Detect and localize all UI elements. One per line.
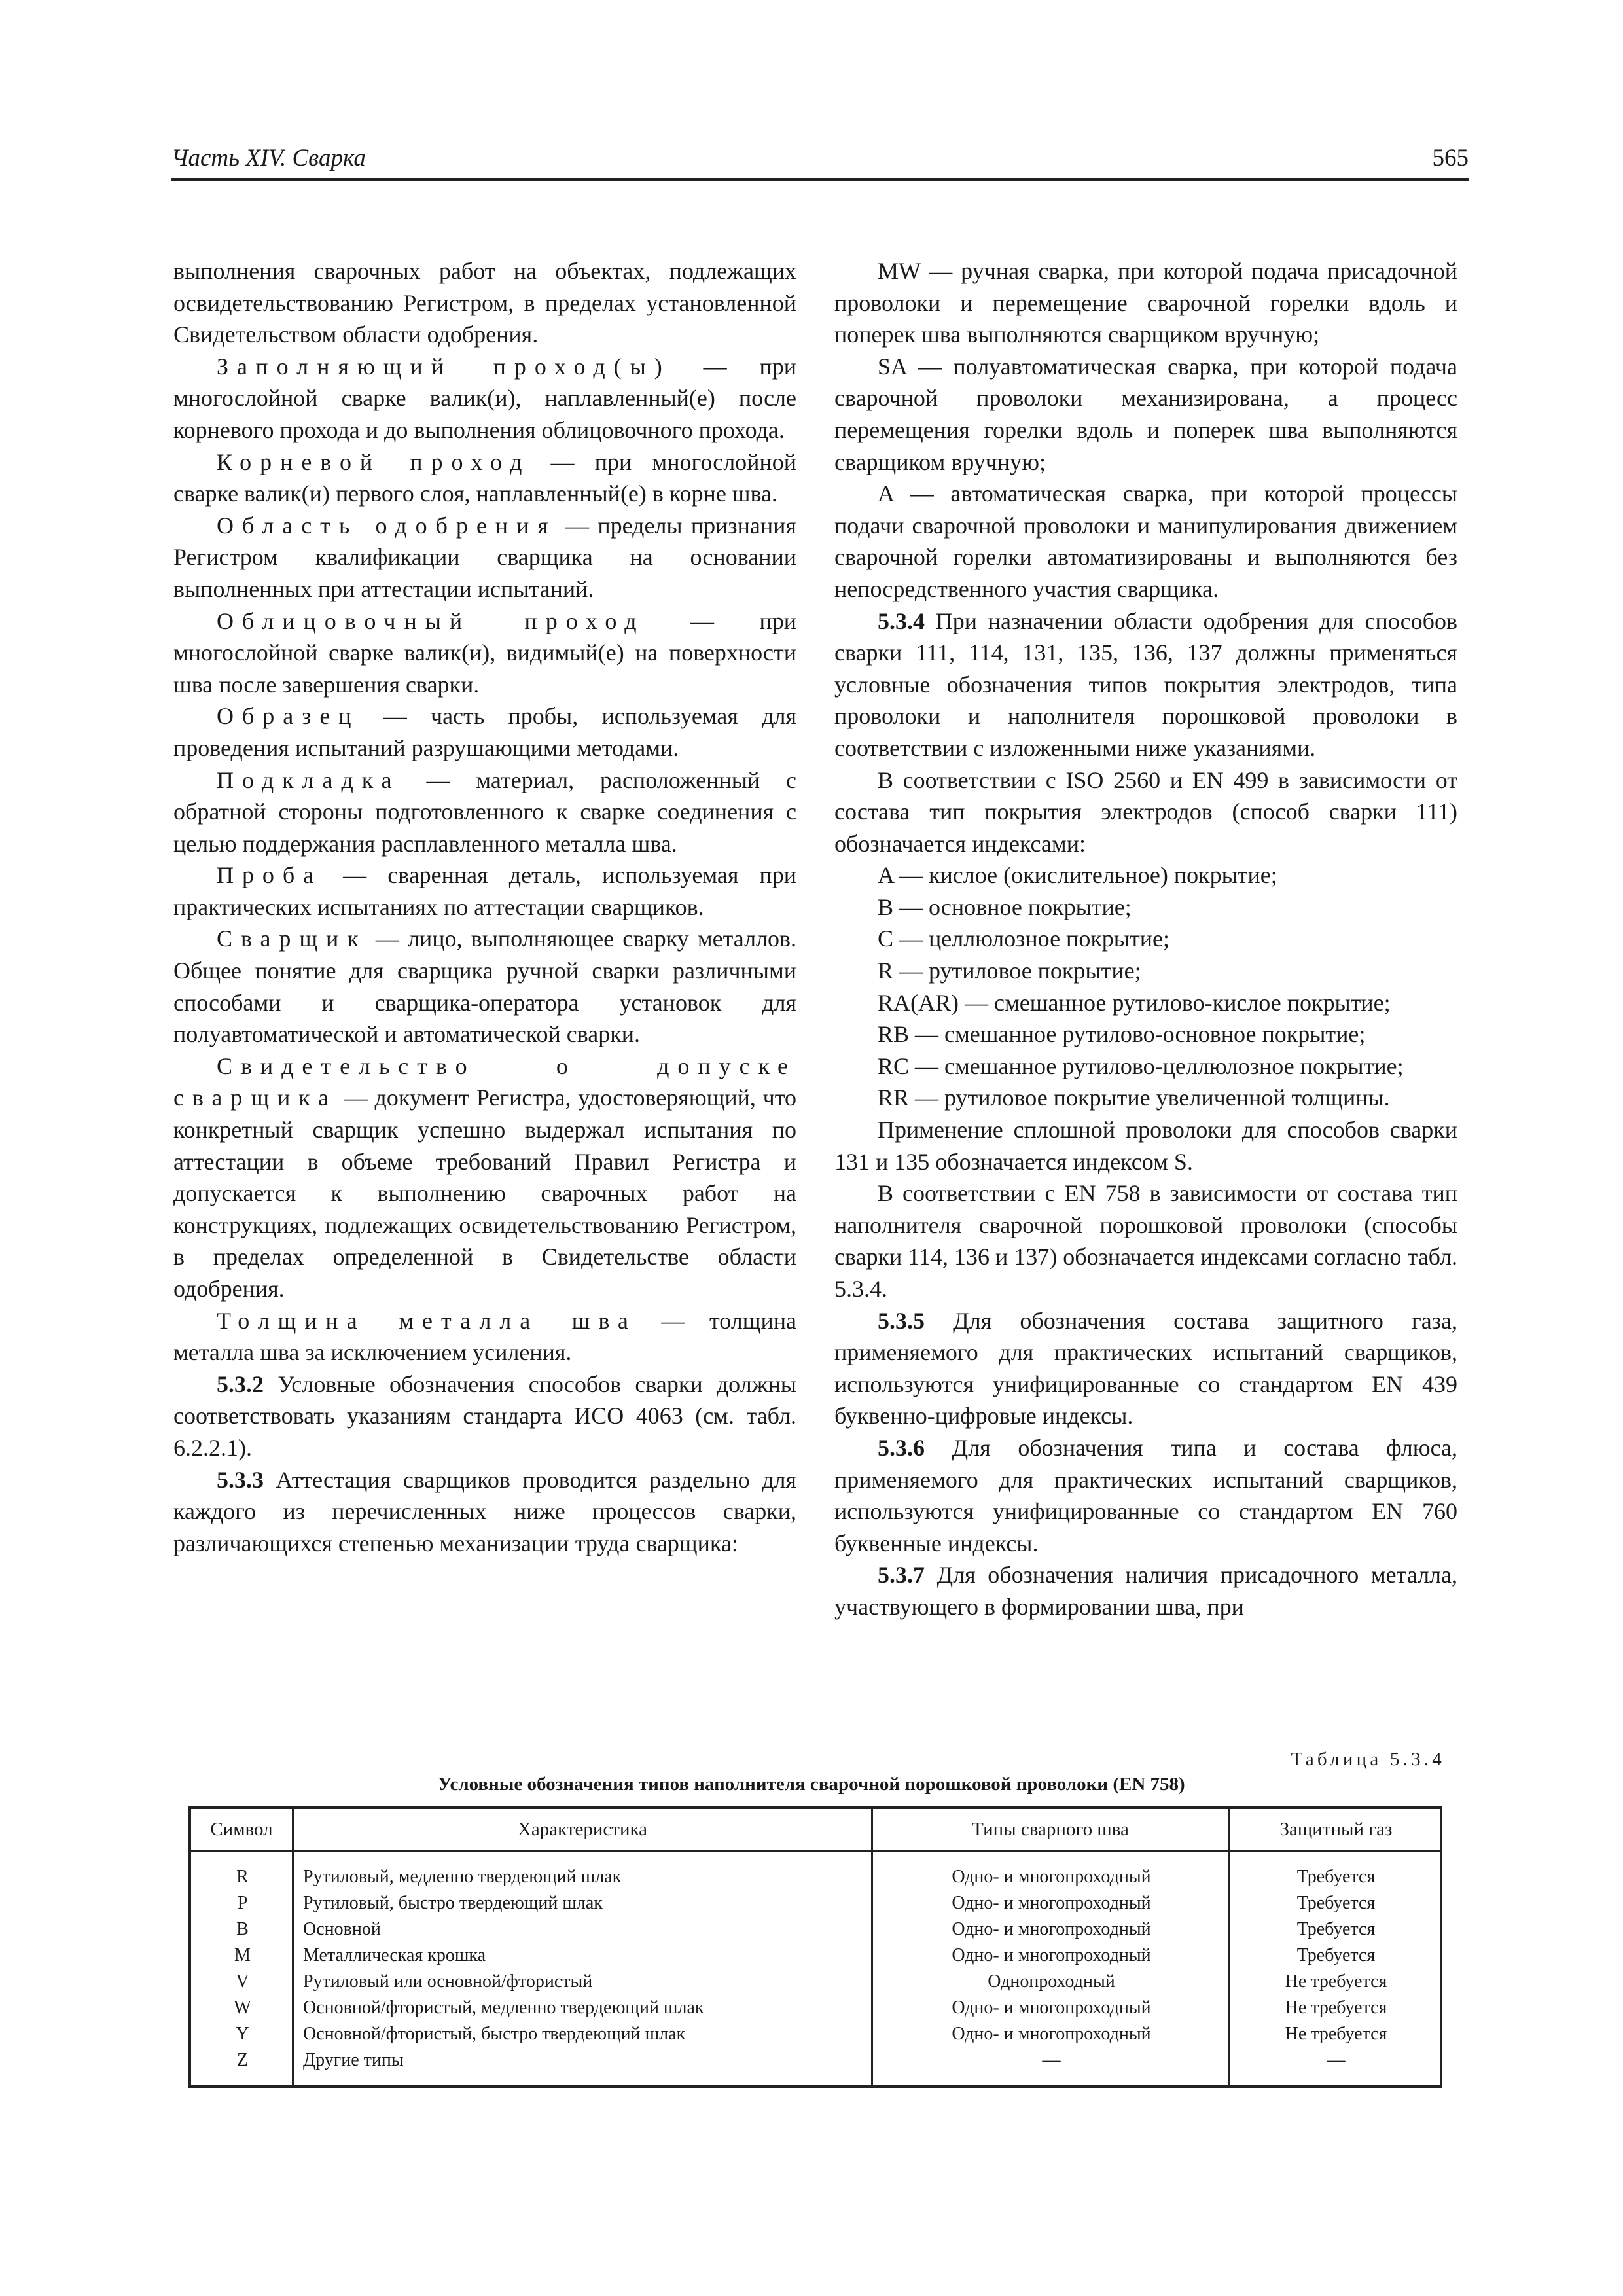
paragraph: SA — полуавтоматическая сварка, при которой подача сварочной проволоки механизирована, а процесс перемещения горелки вдоль и поперек шва выполняются сварщиком вручную; [834,353,1457,475]
table-header-row [191,1809,1440,1852]
defined-term: Подкладка [217,766,401,793]
symbol-cell: W [234,1998,251,2018]
section-number: 5.3.3 [217,1466,264,1493]
shielding-gas-cell: Требуется [1296,1867,1376,1887]
weld-type-cell: — [1042,2050,1061,2070]
list-item: RC — смешанное рутилово-целлюлозное покрытие; [878,1052,1404,1079]
paragraph: В соответствии с ISO 2560 и EN 499 в зависимости от состава тип покрытия электродов (способ сварки 111) обозначается индексами: [834,766,1457,857]
section-paragraph: 5.3.5 Для обозначения состава защитного газа, применяемого для практических испытаний сварщиков, используются унифицированные со стандартом EN 439 буквенно-цифровые индексы. [834,1307,1457,1429]
header-rule [171,178,1469,181]
definition-paragraph: Свидетельство о допуске сварщика — документ Регистра, удостоверяющий, что конкретный сварщик успешно выдержал испытания по аттестации в объеме требований Правил Регистра и допускается к выполнению сварочных работ на конструкциях, подлежащих освидетельствованию Регистром, в пределах определенной в Свидетельстве области одобрения. [173,1052,796,1302]
weld-type-cell: Одно- и многопроходный [952,1998,1151,2018]
characteristic-cell: Рутиловый, медленно твердеющий шлак [303,1867,622,1887]
weld-type-cell: Одно- и многопроходный [952,2024,1151,2044]
section-paragraph: 5.3.3 Аттестация сварщиков проводится раздельно для каждого из перечисленных ниже процессов сварки, различающихся степенью механизации труда сварщика: [173,1466,796,1556]
list-item: B — основное покрытие; [878,893,1132,920]
symbol-cell: P [237,1893,248,1913]
weld-type-cell: Одно- и многопроходный [952,1919,1151,1939]
symbol-cell: R [236,1867,249,1887]
list-item: C — целлюлозное покрытие; [878,925,1169,952]
section-paragraph: 5.3.7 Для обозначения наличия присадочного металла, участвующего в формировании шва, при [834,1562,1457,1620]
definition-paragraph: Облицовочный проход — при многослойной сварке валик(и), видимый(е) на поверхности шва после завершения сварки. [173,607,797,698]
characteristic-cell: Металлическая крошка [303,1945,486,1965]
definition-paragraph: Заполняющий проход(ы) — при многослойной сварке валик(и), наплавленный(е) после корневого прохода и до выполнения облицовочного прохода. [173,353,796,443]
header-characteristic: Характеристика [294,1809,873,1850]
table-row [191,1969,1440,1995]
characteristic-cell: Основной/фтористый, быстро твердеющий шлак [303,2024,686,2044]
weld-type-cell: Одно- и многопроходный [952,1893,1151,1913]
paragraph: выполнения сварочных работ на объектах, подлежащих освидетельствованию Регистром, в пределах установленной Свидетельством области одобрения. [173,258,796,348]
table-label: Таблица 5.3.4 [1291,1749,1445,1770]
definition-paragraph: Корневой проход — при многослойной сварке валик(и) первого слоя, наплавленный(е) в корне шва. [173,448,796,507]
symbol-cell: M [234,1945,251,1965]
list-item: A — кислое (окислительное) покрытие; [878,862,1277,889]
table-row [191,2047,1440,2073]
section-number: 5.3.4 [878,607,925,634]
table-title: Условные обозначения типов наполнителя сварочной порошковой проволоки (EN 758) [438,1774,1185,1795]
running-title: Часть XIV. Сварка [171,145,366,171]
list-item: RA(AR) — смешанное рутилово-кислое покрытие; [878,989,1391,1016]
definition-paragraph: Толщина металла шва — толщина металла шва за исключением усиления. [173,1307,796,1366]
paragraph: A — автоматическая сварка, при которой процессы подачи сварочной проволоки и манипулирования движением сварочной горелки автоматизированы и выполняются без непосредственного участия сварщика. [834,480,1457,602]
section-number: 5.3.6 [878,1434,925,1461]
defined-term: Заполняющий проход(ы) [217,353,671,380]
paragraph: В соответствии с EN 758 в зависимости от состава тип наполнителя сварочной порошковой проволоки (способы сварки 114, 136 и 137) обозначается индексами согласно табл. 5.3.4. [834,1180,1457,1302]
weld-type-cell: Одно- и многопроходный [952,1945,1151,1965]
characteristic-cell: Основной [303,1919,381,1939]
shielding-gas-cell: — [1327,2050,1346,2070]
page-header [171,140,1469,182]
symbol-cell: Z [236,2050,249,2070]
right-column [834,255,1457,1623]
section-number: 5.3.7 [878,1562,925,1588]
section-number: 5.3.5 [878,1307,925,1334]
table-row [191,1916,1440,1943]
definition-paragraph: Проба — сваренная деталь, используемая при практических испытаниях по аттестации сварщиков. [173,862,796,920]
defined-term: Образец [217,703,360,730]
header-weld-type: Типы сварного шва [873,1809,1230,1850]
shielding-gas-cell: Не требуется [1285,2024,1387,2044]
list-item: RR — рутиловое покрытие увеличенной толщины. [878,1085,1390,1111]
section-number: 5.3.2 [217,1371,264,1397]
list-item: RB — смешанное рутилово-основное покрытие; [878,1021,1366,1048]
table-row [191,1995,1440,2021]
weld-type-cell: Однопроходный [988,1971,1115,1992]
defined-term: Область одобрения [217,512,557,539]
table-row [191,1943,1440,1969]
shielding-gas-cell: Требуется [1296,1919,1376,1939]
weld-type-cell: Одно- и многопроходный [952,1867,1151,1887]
characteristic-cell: Основной/фтористый, медленно твердеющий шлак [303,1998,704,2018]
defined-term: Корневой проход [217,448,531,475]
defined-term: Проба [217,862,323,889]
characteristic-cell: Рутиловый или основной/фтористый [303,1971,593,1992]
definition-paragraph: Область одобрения — пределы признания Регистром квалификации сварщика на основании выполненных при аттестации испытаний. [173,512,796,602]
page-number: 565 [1432,145,1469,171]
shielding-gas-cell: Не требуется [1285,1971,1387,1992]
table-row [191,2021,1440,2047]
shielding-gas-cell: Не требуется [1285,1998,1387,2018]
table-row [191,1890,1440,1916]
defined-term: Свидетельство о допуске сварщика [173,1052,796,1111]
characteristic-cell: Рутиловый, быстро твердеющий шлак [303,1893,603,1913]
symbol-cell: B [236,1919,249,1939]
defined-term: Облицовочный проход [217,607,645,634]
paragraph: Применение сплошной проволоки для способов сварки 131 и 135 обозначается индексом S. [834,1117,1457,1175]
shielding-gas-cell: Требуется [1296,1893,1376,1913]
header-symbol: Символ [191,1809,294,1850]
symbol-cell: Y [236,2024,249,2044]
symbol-cell: V [236,1971,249,1992]
left-column [173,255,796,1559]
definition-paragraph: Образец — часть пробы, используемая для проведения испытаний разрушающими методами. [173,703,796,761]
list-item: R — рутиловое покрытие; [878,958,1141,984]
table-row [191,1864,1440,1890]
characteristic-cell: Другие типы [303,2050,404,2070]
defined-term: Сварщик [217,925,367,952]
section-paragraph: 5.3.4 При назначении области одобрения для способов сварки 111, 114, 131, 135, 136, 137 должны применяться условные обозначения типов покрытия электродов, типа проволоки и наполнителя порошковой проволоки в соответствии с изложенными ниже указаниями. [834,607,1457,761]
definition-paragraph: Подкладка — материал, расположенный с обратной стороны подготовленного к сварке соединения с целью поддержания расплавленного металла шва. [173,766,796,857]
section-paragraph: 5.3.6 Для обозначения типа и состава флюса, применяемого для практических испытаний сварщиков, используются унифицированные со стандартом EN 760 буквенные индексы. [834,1434,1457,1556]
header-shielding-gas: Защитный газ [1279,1819,1393,1840]
shielding-gas-cell: Требуется [1296,1945,1376,1965]
paragraph: MW — ручная сварка, при которой подача присадочной проволоки и перемещение сварочной горелки вдоль и поперек шва выполняются сварщиком вручную; [834,258,1457,348]
flux-cored-wire-table [188,1806,1442,2088]
definition-paragraph: Сварщик — лицо, выполняющее сварку металлов. Общее понятие для сварщика ручной сварки различными способами и сварщика-оператора установок для полуавтоматической и автоматической сварки. [173,925,796,1048]
defined-term: Толщина металла шва [217,1307,637,1334]
section-paragraph: 5.3.2 Условные обозначения способов сварки должны соответствовать указаниям стандарта ИСО 4063 (см. табл. 6.2.2.1). [173,1371,796,1461]
